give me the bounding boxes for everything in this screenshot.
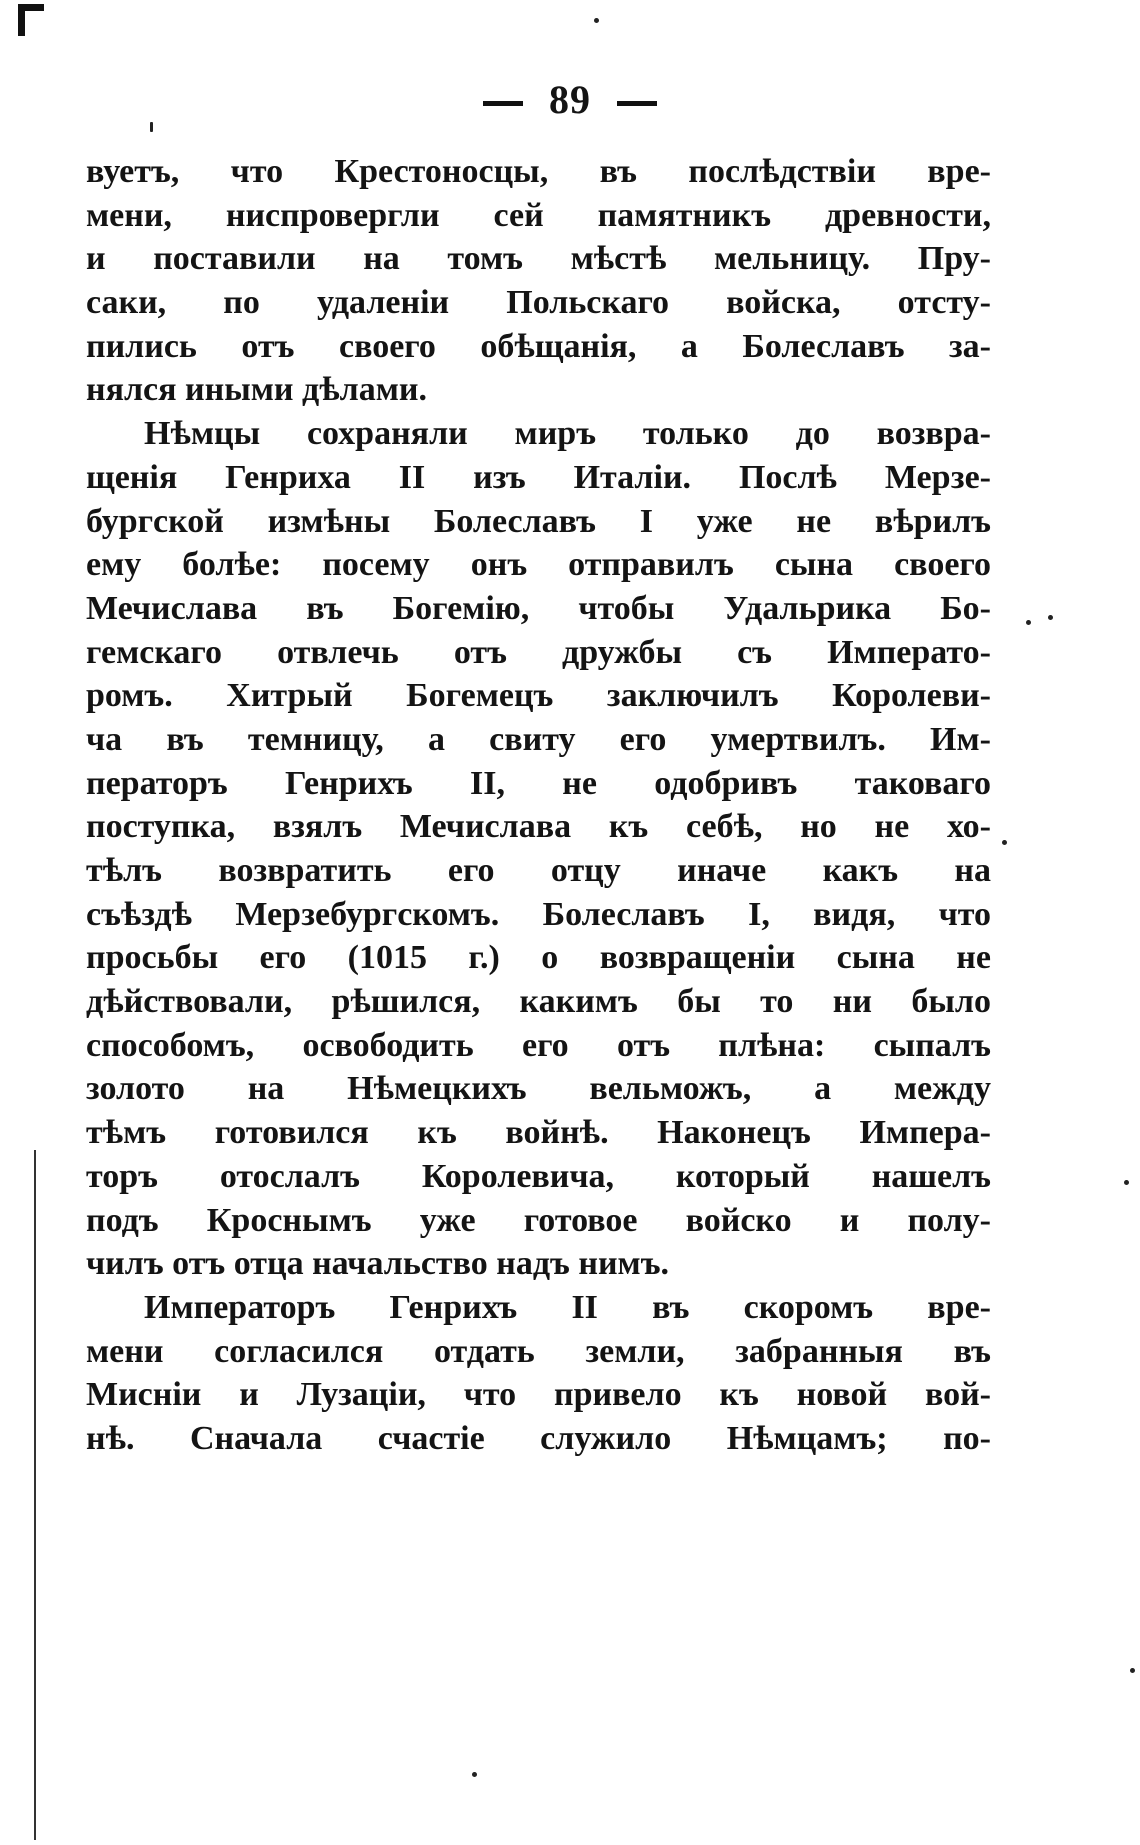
text-line: ператоръ Генрихъ II, не одобривъ таковаго <box>86 764 991 802</box>
text-line: саки, по удаленіи Польскаго войска, отсту- <box>86 284 991 322</box>
text-line: ромъ. Хитрый Богемецъ заключилъ Королеви- <box>86 677 991 715</box>
text-line: Мисніи и Лузаціи, что привело къ новой вой- <box>86 1376 991 1414</box>
scan-corner-mark <box>18 4 44 36</box>
text-line: тѣмъ готовился къ войнѣ. Наконецъ Импера- <box>86 1114 991 1152</box>
text-line: и поставили на томъ мѣстѣ мельницу. Пру- <box>86 240 991 278</box>
header-dash-left <box>483 101 523 106</box>
text-line: ча въ темницу, а свиту его умертвилъ. Им- <box>86 720 991 758</box>
text-line: золото на Нѣмецкихъ вельможъ, а между <box>86 1070 991 1108</box>
text-line: пились отъ своего обѣщанія, а Болеславъ за- <box>86 327 991 365</box>
text-line: торъ отослалъ Королевича, который нашелъ <box>86 1157 991 1195</box>
text-line: способомъ, освободить его отъ плѣна: сыпалъ <box>86 1026 991 1064</box>
text-line: мени согласился отдать земли, забранныя въ <box>86 1332 991 1370</box>
text-line: поступка, взялъ Мечислава къ себѣ, но не хо- <box>86 808 991 846</box>
text-line: съѣздѣ Мерзебургскомъ. Болеславъ I, видя, что <box>86 895 991 933</box>
text-line: просьбы его (1015 г.) о возвращеніи сына не <box>86 939 991 977</box>
text-line: Императоръ Генрихъ II въ скоромъ вре- <box>144 1288 991 1326</box>
text-line: мени, ниспровергли сей памятникъ древности, <box>86 196 991 234</box>
scan-speck <box>594 18 599 23</box>
page-header <box>0 72 1140 128</box>
body-text <box>86 150 991 1461</box>
text-line: щенія Генриха II изъ Италіи. Послѣ Мерзе- <box>86 458 991 496</box>
text-line: дѣйствовали, рѣшился, какимъ бы то ни было <box>86 983 991 1021</box>
scan-speck <box>1124 1180 1129 1185</box>
text-line: нѣ. Сначала счастіе служило Нѣмцамъ; по- <box>86 1419 991 1457</box>
scan-speck <box>1048 615 1053 620</box>
text-line: нялся иными дѣлами. <box>86 371 427 409</box>
text-line: вуетъ, что Крестоносцы, въ послѣдствіи вре- <box>86 153 991 190</box>
text-line: подъ Кроснымъ уже готовое войско и полу- <box>86 1201 991 1239</box>
text-line: ему болѣе: посему онъ отправилъ сына своего <box>86 546 991 584</box>
text-line: Мечислава въ Богемію, чтобы Удальрика Бо- <box>86 589 991 627</box>
text-line: тѣлъ возвратить его отцу иначе какъ на <box>86 852 991 889</box>
text-line: Нѣмцы сохраняли миръ только до возвра- <box>144 415 991 453</box>
header-dash-right <box>617 101 657 106</box>
text-line: гемскаго отвлечь отъ дружбы съ Императо- <box>86 633 991 671</box>
text-line: бургской измѣны Болеславъ I уже не вѣрилъ <box>86 502 991 540</box>
scan-speck <box>1002 840 1007 845</box>
scan-speck <box>1026 620 1031 625</box>
text-line: чилъ отъ отца начальство надъ нимъ. <box>86 1245 670 1283</box>
page-number: 89 <box>549 77 591 122</box>
scan-speck <box>472 1772 477 1777</box>
scan-edge-line <box>34 1150 36 1840</box>
scan-speck <box>150 122 153 132</box>
scan-speck <box>1130 1668 1135 1673</box>
